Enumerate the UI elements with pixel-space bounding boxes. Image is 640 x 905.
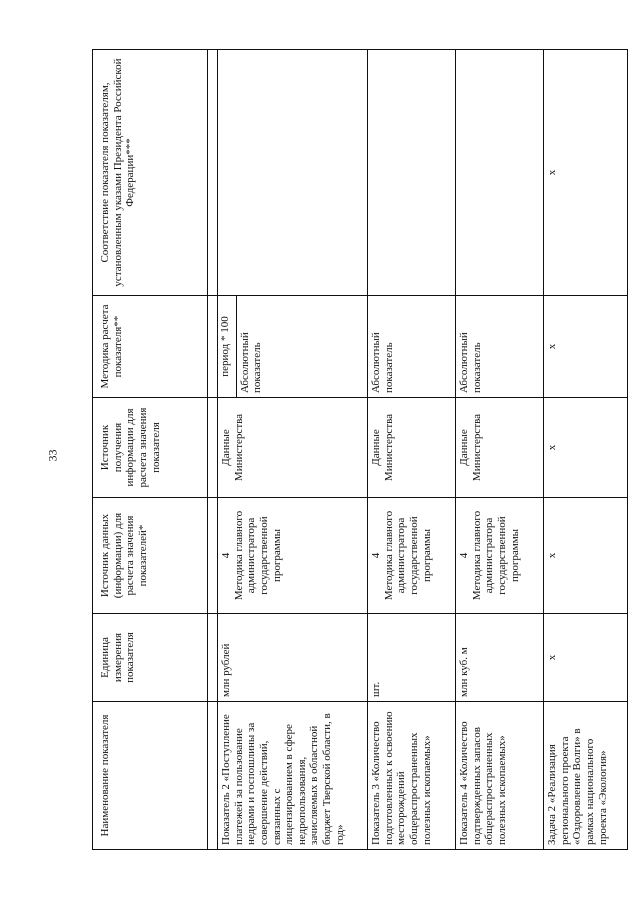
indicator-compliance <box>456 50 544 296</box>
indicator-name: Показатель 4 «Количество подтвержденных запасов общераспространенных полезных ископаемых» <box>456 702 544 850</box>
header-row <box>93 50 208 850</box>
indicator-compliance <box>368 50 456 296</box>
indicator-name: Показатель 3 «Количество подготовленных к освоению месторождений общераспространенных полезных ископаемых» <box>368 702 456 850</box>
task-method: х <box>544 296 628 398</box>
indicator-unit: млн рублей <box>218 614 368 702</box>
numbering-cell <box>208 614 218 702</box>
header-name: Наименование показателя <box>93 702 208 850</box>
numbering-cell <box>208 398 218 498</box>
task-unit: х <box>544 614 628 702</box>
indicator-info-source: Данные Министерства <box>218 398 368 498</box>
task-source: х <box>544 498 628 614</box>
header-compliance: Соответствие показателя показателям, установленным указами Президента Российской Федерации*** <box>93 50 208 296</box>
table-row <box>218 50 368 850</box>
indicator-unit: шт. <box>368 614 456 702</box>
table-row <box>368 50 456 850</box>
indicator-method <box>218 296 368 398</box>
indicators-table <box>92 49 628 850</box>
task-name: Задача 2 «Реализация регионального проекта «Оздоровление Волги» в рамках национального проекта «Экология» <box>544 702 628 850</box>
source-number: 4 <box>370 552 382 559</box>
source-text: Методика главного администратора государственной программы <box>470 510 521 601</box>
method-top-text: период * 100 <box>219 316 231 377</box>
header-source: Источник данных (информации) для расчета значения показателей* <box>93 498 208 614</box>
numbering-cell <box>208 498 218 614</box>
header-info-source: Источник получения информации для расчета значения показателя <box>93 398 208 498</box>
source-text: Методика главного администратора государственной программы <box>382 510 433 601</box>
table-row <box>544 50 628 850</box>
numbering-cell <box>208 50 218 296</box>
task-compliance: х <box>544 50 628 296</box>
indicator-method: Абсолютный показатель <box>456 296 544 398</box>
indicator-unit: млн куб. м <box>456 614 544 702</box>
indicator-source <box>368 498 456 614</box>
numbering-cell <box>208 296 218 398</box>
source-number: 4 <box>458 552 470 559</box>
page-number: 33 <box>45 449 60 462</box>
indicator-source <box>456 498 544 614</box>
method-text: Абсолютный показатель <box>236 296 264 397</box>
indicator-name: Показатель 2 «Поступление платежей за пользование недрами и госпошлины за совершение действий, связанных с лицензированием в сфере недропользования, зачисляемых в областной бюджет Тверской области, в год» <box>218 702 368 850</box>
task-info-source: х <box>544 398 628 498</box>
source-text: Методика главного администратора государственной программы <box>232 510 283 601</box>
header-method: Методика расчета показателя** <box>93 296 208 398</box>
rotated-table-container <box>92 50 627 850</box>
indicator-info-source: Данные Министерства <box>368 398 456 498</box>
indicator-source <box>218 498 368 614</box>
numbering-row <box>208 50 218 850</box>
table-row <box>456 50 544 850</box>
indicator-compliance <box>218 50 368 296</box>
header-unit: Единица измерения показателя <box>93 614 208 702</box>
numbering-cell <box>208 702 218 850</box>
source-number: 4 <box>220 552 232 559</box>
indicator-info-source: Данные Министерства <box>456 398 544 498</box>
indicator-method: Абсолютный показатель <box>368 296 456 398</box>
